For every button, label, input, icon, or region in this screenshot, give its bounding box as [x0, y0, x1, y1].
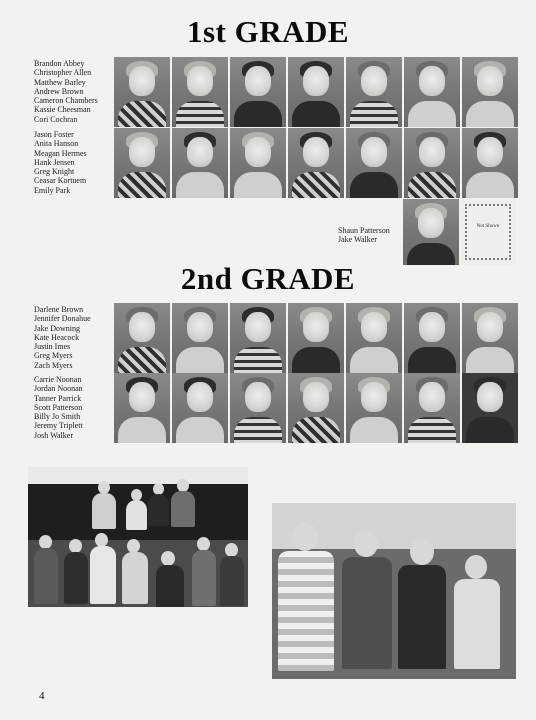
second-grade-photo-row-2 — [114, 373, 518, 443]
student-name: Justin Imes — [34, 342, 71, 352]
classroom-photo — [28, 467, 248, 607]
first-grade-names-top — [34, 59, 114, 124]
students-with-medals-photo — [272, 503, 516, 679]
student-portrait — [230, 373, 286, 443]
student-name: Cameron Chambers — [34, 96, 98, 106]
student-name: Meagan Hermes — [34, 148, 87, 158]
student-portrait — [172, 303, 228, 373]
student-portrait — [462, 303, 518, 373]
student-name: Hank Jensen — [34, 157, 75, 167]
student-portrait — [403, 199, 459, 265]
second-grade-photo-row-1 — [114, 303, 518, 373]
first-grade-heading: 1st GRADE — [186, 14, 350, 49]
first-grade-names-bottom — [34, 130, 114, 195]
student-name: Kassie Cheesman — [34, 105, 91, 115]
student-portrait — [230, 57, 286, 127]
second-grade-heading: 2nd GRADE — [180, 261, 356, 296]
student-portrait — [172, 57, 228, 127]
student-name: Matthew Barley — [34, 77, 86, 87]
student-name: Jake Walker — [338, 235, 377, 245]
page-number: 4 — [39, 690, 45, 702]
student-portrait — [114, 373, 170, 443]
student-name: Anita Hanson — [34, 139, 79, 149]
student-name: Billy Jo Smith — [34, 412, 81, 422]
student-portrait — [230, 303, 286, 373]
student-portrait — [404, 128, 460, 198]
student-name: Josh Walker — [34, 430, 73, 440]
first-grade-photo-row-2 — [114, 128, 518, 198]
first-grade-photo-row-1 — [114, 57, 518, 127]
student-name: Greg Knight — [34, 167, 75, 177]
student-name: Zach Myers — [34, 360, 73, 370]
student-portrait — [404, 57, 460, 127]
student-portrait — [462, 373, 518, 443]
student-name: Andrew Brown — [34, 86, 84, 96]
student-portrait — [462, 57, 518, 127]
student-portrait — [288, 373, 344, 443]
student-name: Greg Myers — [34, 351, 73, 361]
student-portrait — [172, 128, 228, 198]
student-name: Kate Heacock — [34, 332, 80, 342]
student-portrait — [288, 128, 344, 198]
not-shown-label: Not Shown — [476, 224, 500, 229]
student-portrait — [172, 373, 228, 443]
student-portrait — [346, 128, 402, 198]
student-portrait — [346, 57, 402, 127]
student-portrait — [346, 373, 402, 443]
student-name: Brandon Abbey — [34, 59, 85, 68]
student-name: Jennifer Donahue — [34, 314, 91, 324]
student-name: Scott Patterson — [34, 402, 83, 412]
student-name: Ceasar Kortuem — [34, 176, 87, 186]
student-name: Jason Foster — [34, 130, 74, 139]
student-portrait — [288, 303, 344, 373]
student-name: Darlene Brown — [34, 305, 84, 314]
student-portrait — [114, 128, 170, 198]
student-name: Tanner Parrick — [34, 393, 82, 403]
student-portrait — [114, 303, 170, 373]
student-portrait — [230, 128, 286, 198]
second-grade-names-bottom — [34, 375, 114, 440]
student-portrait — [462, 128, 518, 198]
student-portrait — [346, 303, 402, 373]
student-name: Cori Cochran — [34, 114, 78, 124]
student-portrait — [404, 373, 460, 443]
not-shown-placeholder — [460, 199, 516, 265]
student-name: Carrie Noonan — [34, 375, 82, 384]
student-name: Christopher Allen — [34, 68, 92, 78]
student-portrait — [114, 57, 170, 127]
student-name: Jake Downing — [34, 323, 80, 333]
student-name: Emily Park — [34, 185, 71, 195]
student-name: Jeremy Triplett — [34, 421, 83, 431]
second-grade-names-top — [34, 305, 114, 370]
student-portrait — [288, 57, 344, 127]
student-portrait — [404, 303, 460, 373]
student-name: Jordan Noonan — [34, 384, 83, 394]
student-name: Shaun Patterson — [338, 226, 390, 235]
